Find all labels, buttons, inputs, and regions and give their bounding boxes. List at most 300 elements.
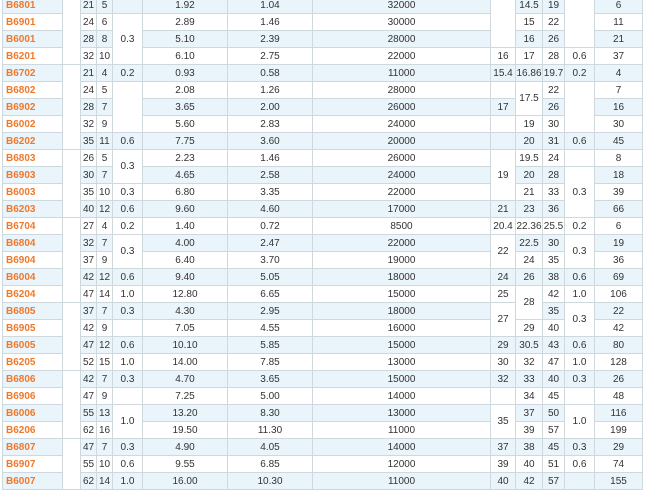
cell-Cr: 7.25 bbox=[143, 388, 228, 405]
cell-weight: 6 bbox=[595, 218, 643, 235]
cell-da: 38 bbox=[516, 439, 543, 456]
cell-Cr: 2.23 bbox=[143, 150, 228, 167]
cell-Cr: 2.89 bbox=[143, 14, 228, 31]
cell-da-min bbox=[491, 133, 516, 150]
cell-B: 12 bbox=[97, 337, 113, 354]
table-row bbox=[3, 133, 643, 150]
cell-da: 14.5 bbox=[516, 0, 543, 14]
cell-Cor: 2.58 bbox=[228, 167, 313, 184]
cell-Cor: 1.26 bbox=[228, 82, 313, 99]
cell-r: 0.3 bbox=[113, 303, 143, 320]
cell-Cor: 3.70 bbox=[228, 252, 313, 269]
cell-Cor: 5.85 bbox=[228, 337, 313, 354]
cell-r: 0.6 bbox=[113, 337, 143, 354]
cell-ra bbox=[565, 473, 595, 490]
cell-Cr: 10.10 bbox=[143, 337, 228, 354]
cell-da: 16.86 bbox=[516, 65, 543, 82]
model-link[interactable]: B6202 bbox=[6, 135, 36, 147]
model-link[interactable]: B6003 bbox=[6, 186, 36, 198]
model-cell bbox=[3, 14, 63, 31]
cell-D: 24 bbox=[81, 82, 97, 99]
model-cell bbox=[3, 303, 63, 320]
cell-ra: 0.3 bbox=[565, 303, 595, 337]
cell-D: 37 bbox=[81, 252, 97, 269]
table-row bbox=[3, 388, 643, 405]
cell-D: 47 bbox=[81, 439, 97, 456]
cell-D: 52 bbox=[81, 354, 97, 371]
cell-D: 24 bbox=[81, 14, 97, 31]
table-row bbox=[3, 31, 643, 48]
cell-Cr: 14.00 bbox=[143, 354, 228, 371]
cell-Cor: 2.95 bbox=[228, 303, 313, 320]
cell-da: 32 bbox=[516, 354, 543, 371]
cell-Cr: 19.50 bbox=[143, 422, 228, 439]
cell-Cr: 5.10 bbox=[143, 31, 228, 48]
cell-r: 0.3 bbox=[113, 150, 143, 184]
cell-Cr: 7.05 bbox=[143, 320, 228, 337]
cell-Cr: 9.55 bbox=[143, 456, 228, 473]
cell-Cr: 4.30 bbox=[143, 303, 228, 320]
cell-r: 0.3 bbox=[113, 184, 143, 201]
cell-B: 7 bbox=[97, 167, 113, 184]
cell-ra: 1.0 bbox=[565, 286, 595, 303]
model-link[interactable]: B6002 bbox=[6, 118, 36, 130]
cell-r: 0.2 bbox=[113, 218, 143, 235]
cell-D: 35 bbox=[81, 184, 97, 201]
cell-B: 10 bbox=[97, 184, 113, 201]
table-row bbox=[3, 371, 643, 388]
cell-Cor: 1.46 bbox=[228, 150, 313, 167]
cell-speed: 30000 bbox=[313, 14, 491, 31]
cell-da-min: 39 bbox=[491, 456, 516, 473]
cell-da-min: 40 bbox=[491, 473, 516, 490]
cell-D: 21 bbox=[81, 65, 97, 82]
cell-da: 37 bbox=[516, 405, 543, 422]
cell-ra: 0.3 bbox=[565, 235, 595, 269]
cell-Cor: 0.72 bbox=[228, 218, 313, 235]
model-cell bbox=[3, 473, 63, 490]
cell-Da: 26 bbox=[543, 31, 565, 48]
cell-weight: 116 bbox=[595, 405, 643, 422]
cell-weight: 30 bbox=[595, 116, 643, 133]
table-row bbox=[3, 82, 643, 99]
cell-speed: 32000 bbox=[313, 0, 491, 14]
cell-Da: 47 bbox=[543, 354, 565, 371]
cell-Cr: 1.40 bbox=[143, 218, 228, 235]
cell-da: 22.36 bbox=[516, 218, 543, 235]
cell-B: 14 bbox=[97, 473, 113, 490]
cell-weight: 4 bbox=[595, 65, 643, 82]
model-cell bbox=[3, 439, 63, 456]
model-cell bbox=[3, 133, 63, 150]
model-link[interactable]: B6906 bbox=[6, 390, 36, 402]
cell-speed: 28000 bbox=[313, 31, 491, 48]
model-cell bbox=[3, 0, 63, 14]
model-link[interactable]: B6806 bbox=[6, 373, 36, 385]
model-cell bbox=[3, 48, 63, 65]
table-row bbox=[3, 320, 643, 337]
model-cell bbox=[3, 286, 63, 303]
cell-da: 26 bbox=[516, 269, 543, 286]
bearing-spec-table bbox=[2, 0, 643, 490]
cell-Da: 28 bbox=[543, 167, 565, 184]
cell-speed: 14000 bbox=[313, 388, 491, 405]
table-row bbox=[3, 422, 643, 439]
cell-weight: 18 bbox=[595, 167, 643, 184]
cell-B: 7 bbox=[97, 99, 113, 116]
cell-D: 47 bbox=[81, 337, 97, 354]
cell-B: 12 bbox=[97, 201, 113, 218]
model-link[interactable]: B6006 bbox=[6, 407, 36, 419]
cell-D: 47 bbox=[81, 286, 97, 303]
model-link[interactable]: B6001 bbox=[6, 33, 36, 45]
cell-da-min: 16 bbox=[491, 48, 516, 65]
cell-B: 7 bbox=[97, 439, 113, 456]
model-cell bbox=[3, 31, 63, 48]
cell-Cor: 11.30 bbox=[228, 422, 313, 439]
cell-D: 62 bbox=[81, 422, 97, 439]
cell-da: 28 bbox=[516, 286, 543, 320]
cell-Da: 45 bbox=[543, 388, 565, 405]
cell-Cor: 4.60 bbox=[228, 201, 313, 218]
cell-speed: 11000 bbox=[313, 473, 491, 490]
cell-Cr: 5.60 bbox=[143, 116, 228, 133]
table-row bbox=[3, 456, 643, 473]
table-row bbox=[3, 286, 643, 303]
cell-weight: 69 bbox=[595, 269, 643, 286]
cell-Cr: 7.75 bbox=[143, 133, 228, 150]
cell-Cr: 16.00 bbox=[143, 473, 228, 490]
cell-ra: 0.6 bbox=[565, 337, 595, 354]
model-link[interactable]: B6201 bbox=[6, 50, 36, 62]
cell-ra: 0.3 bbox=[565, 167, 595, 218]
cell-speed: 18000 bbox=[313, 303, 491, 320]
cell-Cr: 9.40 bbox=[143, 269, 228, 286]
cell-D: 42 bbox=[81, 269, 97, 286]
cell-Da: 45 bbox=[543, 439, 565, 456]
cell-weight: 36 bbox=[595, 252, 643, 269]
cell-da-min: 27 bbox=[491, 303, 516, 337]
cell-speed: 14000 bbox=[313, 439, 491, 456]
model-link[interactable]: B6204 bbox=[6, 288, 36, 300]
cell-d bbox=[63, 0, 81, 65]
cell-Cor: 10.30 bbox=[228, 473, 313, 490]
cell-Cr: 9.60 bbox=[143, 201, 228, 218]
model-link[interactable]: B6902 bbox=[6, 101, 36, 113]
cell-speed: 13000 bbox=[313, 405, 491, 422]
cell-D: 42 bbox=[81, 320, 97, 337]
cell-speed: 13000 bbox=[313, 354, 491, 371]
cell-da-min bbox=[491, 388, 516, 405]
cell-da: 17 bbox=[516, 48, 543, 65]
cell-ra bbox=[565, 82, 595, 133]
cell-da: 33 bbox=[516, 371, 543, 388]
cell-ra: 0.3 bbox=[565, 371, 595, 388]
model-link[interactable]: B6907 bbox=[6, 458, 36, 470]
cell-D: 21 bbox=[81, 0, 97, 14]
cell-da: 17.5 bbox=[516, 82, 543, 116]
cell-Da: 50 bbox=[543, 405, 565, 422]
model-link[interactable]: B6903 bbox=[6, 169, 36, 181]
cell-D: 62 bbox=[81, 473, 97, 490]
cell-B: 6 bbox=[97, 14, 113, 31]
model-link[interactable]: B6805 bbox=[6, 305, 36, 317]
cell-weight: 45 bbox=[595, 133, 643, 150]
model-link[interactable]: B6803 bbox=[6, 152, 36, 164]
table-row bbox=[3, 439, 643, 456]
cell-B: 5 bbox=[97, 150, 113, 167]
cell-speed: 11000 bbox=[313, 422, 491, 439]
table-row bbox=[3, 184, 643, 201]
cell-da-min: 30 bbox=[491, 354, 516, 371]
model-link[interactable]: B6904 bbox=[6, 254, 36, 266]
cell-D: 28 bbox=[81, 99, 97, 116]
cell-da-min: 15.4 bbox=[491, 65, 516, 82]
cell-da: 22.5 bbox=[516, 235, 543, 252]
cell-da-min: 17 bbox=[491, 99, 516, 116]
cell-weight: 22 bbox=[595, 303, 643, 320]
cell-Da: 24 bbox=[543, 150, 565, 167]
model-cell bbox=[3, 82, 63, 99]
cell-B: 8 bbox=[97, 31, 113, 48]
cell-speed: 11000 bbox=[313, 65, 491, 82]
table-row bbox=[3, 65, 643, 82]
cell-ra: 1.0 bbox=[565, 405, 595, 439]
cell-D: 35 bbox=[81, 133, 97, 150]
cell-Cor: 4.55 bbox=[228, 320, 313, 337]
cell-speed: 26000 bbox=[313, 150, 491, 167]
cell-ra: 0.6 bbox=[565, 133, 595, 150]
cell-Da: 30 bbox=[543, 116, 565, 133]
cell-B: 16 bbox=[97, 422, 113, 439]
cell-Da: 26 bbox=[543, 99, 565, 116]
cell-Da: 31 bbox=[543, 133, 565, 150]
model-cell bbox=[3, 99, 63, 116]
cell-Da: 30 bbox=[543, 235, 565, 252]
cell-Cr: 12.80 bbox=[143, 286, 228, 303]
cell-da: 24 bbox=[516, 252, 543, 269]
cell-ra: 0.6 bbox=[565, 269, 595, 286]
cell-ra bbox=[565, 0, 595, 48]
cell-Da: 22 bbox=[543, 14, 565, 31]
cell-B: 14 bbox=[97, 286, 113, 303]
table-row bbox=[3, 167, 643, 184]
cell-da-min: 20.4 bbox=[491, 218, 516, 235]
cell-Cr: 6.10 bbox=[143, 48, 228, 65]
cell-da: 39 bbox=[516, 422, 543, 439]
cell-r bbox=[113, 82, 143, 133]
cell-Da: 36 bbox=[543, 201, 565, 218]
cell-speed: 15000 bbox=[313, 286, 491, 303]
model-link[interactable]: B6807 bbox=[6, 441, 36, 453]
cell-weight: 7 bbox=[595, 82, 643, 99]
model-cell bbox=[3, 320, 63, 337]
cell-da-min: 35 bbox=[491, 405, 516, 439]
cell-Cor: 5.05 bbox=[228, 269, 313, 286]
cell-Cr: 3.65 bbox=[143, 99, 228, 116]
table-row bbox=[3, 269, 643, 286]
cell-da: 34 bbox=[516, 388, 543, 405]
cell-weight: 29 bbox=[595, 439, 643, 456]
cell-B: 9 bbox=[97, 388, 113, 405]
cell-ra: 0.6 bbox=[565, 48, 595, 65]
cell-d bbox=[63, 371, 81, 439]
cell-D: 26 bbox=[81, 150, 97, 167]
model-link[interactable]: B6901 bbox=[6, 16, 36, 28]
model-link[interactable]: B6704 bbox=[6, 220, 36, 232]
model-link[interactable]: B6702 bbox=[6, 67, 36, 79]
cell-weight: 8 bbox=[595, 150, 643, 167]
model-link[interactable]: B6203 bbox=[6, 203, 36, 215]
cell-weight: 6 bbox=[595, 0, 643, 14]
model-cell bbox=[3, 65, 63, 82]
cell-D: 32 bbox=[81, 235, 97, 252]
cell-da: 42 bbox=[516, 473, 543, 490]
table-row bbox=[3, 116, 643, 133]
cell-da: 21 bbox=[516, 184, 543, 201]
cell-speed: 8500 bbox=[313, 218, 491, 235]
cell-da: 23 bbox=[516, 201, 543, 218]
model-cell bbox=[3, 354, 63, 371]
cell-D: 28 bbox=[81, 31, 97, 48]
cell-D: 42 bbox=[81, 371, 97, 388]
model-link[interactable]: B6005 bbox=[6, 339, 36, 351]
cell-d bbox=[63, 150, 81, 218]
model-link[interactable]: B6905 bbox=[6, 322, 36, 334]
cell-weight: 155 bbox=[595, 473, 643, 490]
model-cell bbox=[3, 252, 63, 269]
model-cell bbox=[3, 218, 63, 235]
cell-Cr: 13.20 bbox=[143, 405, 228, 422]
cell-Cor: 6.65 bbox=[228, 286, 313, 303]
cell-B: 7 bbox=[97, 303, 113, 320]
model-link[interactable]: B6004 bbox=[6, 271, 36, 283]
cell-speed: 22000 bbox=[313, 48, 491, 65]
cell-B: 5 bbox=[97, 82, 113, 99]
table-row bbox=[3, 337, 643, 354]
cell-Cr: 4.65 bbox=[143, 167, 228, 184]
cell-Da: 57 bbox=[543, 473, 565, 490]
model-link[interactable]: B6206 bbox=[6, 424, 36, 436]
cell-r: 0.3 bbox=[113, 235, 143, 269]
cell-B: 5 bbox=[97, 0, 113, 14]
cell-da-min: 25 bbox=[491, 286, 516, 303]
table-row bbox=[3, 235, 643, 252]
cell-weight: 128 bbox=[595, 354, 643, 371]
cell-da: 20 bbox=[516, 167, 543, 184]
cell-B: 10 bbox=[97, 48, 113, 65]
cell-B: 4 bbox=[97, 218, 113, 235]
cell-da-min: 32 bbox=[491, 371, 516, 388]
cell-D: 27 bbox=[81, 218, 97, 235]
table-row bbox=[3, 0, 643, 14]
cell-B: 4 bbox=[97, 65, 113, 82]
cell-D: 55 bbox=[81, 456, 97, 473]
cell-Da: 42 bbox=[543, 286, 565, 303]
cell-Cor: 5.00 bbox=[228, 388, 313, 405]
cell-speed: 19000 bbox=[313, 252, 491, 269]
model-link[interactable]: B6801 bbox=[6, 0, 36, 11]
cell-ra: 0.2 bbox=[565, 65, 595, 82]
cell-Cor: 6.85 bbox=[228, 456, 313, 473]
cell-weight: 199 bbox=[595, 422, 643, 439]
cell-ra: 0.6 bbox=[565, 456, 595, 473]
model-cell bbox=[3, 456, 63, 473]
cell-weight: 37 bbox=[595, 48, 643, 65]
cell-Cr: 0.93 bbox=[143, 65, 228, 82]
table-row bbox=[3, 150, 643, 167]
cell-da: 29 bbox=[516, 320, 543, 337]
cell-Da: 22 bbox=[543, 82, 565, 99]
model-link[interactable]: B6205 bbox=[6, 356, 36, 368]
cell-Cr: 2.08 bbox=[143, 82, 228, 99]
cell-da: 15 bbox=[516, 14, 543, 31]
cell-r: 0.3 bbox=[113, 439, 143, 456]
model-link[interactable]: B6802 bbox=[6, 84, 36, 96]
cell-weight: 48 bbox=[595, 388, 643, 405]
cell-Cr: 4.90 bbox=[143, 439, 228, 456]
cell-d bbox=[63, 439, 81, 490]
cell-r: 1.0 bbox=[113, 473, 143, 490]
cell-Da: 35 bbox=[543, 252, 565, 269]
cell-speed: 26000 bbox=[313, 99, 491, 116]
table-row bbox=[3, 252, 643, 269]
cell-Da: 57 bbox=[543, 422, 565, 439]
cell-Da: 38 bbox=[543, 269, 565, 286]
cell-Da: 28 bbox=[543, 48, 565, 65]
cell-B: 7 bbox=[97, 235, 113, 252]
table-body bbox=[3, 0, 643, 490]
cell-B: 13 bbox=[97, 405, 113, 422]
cell-d bbox=[63, 65, 81, 150]
cell-Cor: 0.58 bbox=[228, 65, 313, 82]
cell-da-min: 22 bbox=[491, 235, 516, 269]
cell-r: 0.3 bbox=[113, 14, 143, 65]
cell-B: 10 bbox=[97, 456, 113, 473]
cell-ra: 0.3 bbox=[565, 439, 595, 456]
cell-B: 9 bbox=[97, 252, 113, 269]
cell-weight: 80 bbox=[595, 337, 643, 354]
cell-Cor: 4.05 bbox=[228, 439, 313, 456]
cell-da-min bbox=[491, 82, 516, 99]
model-link[interactable]: B6804 bbox=[6, 237, 36, 249]
cell-da: 20 bbox=[516, 133, 543, 150]
cell-weight: 11 bbox=[595, 14, 643, 31]
cell-r: 1.0 bbox=[113, 405, 143, 439]
cell-B: 15 bbox=[97, 354, 113, 371]
cell-ra bbox=[565, 150, 595, 167]
cell-Da: 51 bbox=[543, 456, 565, 473]
cell-Cr: 4.70 bbox=[143, 371, 228, 388]
cell-r: 0.6 bbox=[113, 201, 143, 218]
cell-B: 9 bbox=[97, 116, 113, 133]
model-cell bbox=[3, 405, 63, 422]
cell-D: 37 bbox=[81, 303, 97, 320]
cell-speed: 15000 bbox=[313, 371, 491, 388]
cell-Cr: 1.92 bbox=[143, 0, 228, 14]
model-cell bbox=[3, 184, 63, 201]
cell-speed: 28000 bbox=[313, 82, 491, 99]
cell-da-min bbox=[491, 116, 516, 133]
table-row bbox=[3, 405, 643, 422]
cell-D: 40 bbox=[81, 201, 97, 218]
cell-Cr: 4.00 bbox=[143, 235, 228, 252]
model-link[interactable]: B6007 bbox=[6, 475, 36, 487]
cell-speed: 20000 bbox=[313, 133, 491, 150]
cell-Cor: 3.35 bbox=[228, 184, 313, 201]
table-row bbox=[3, 354, 643, 371]
cell-r: 1.0 bbox=[113, 286, 143, 303]
